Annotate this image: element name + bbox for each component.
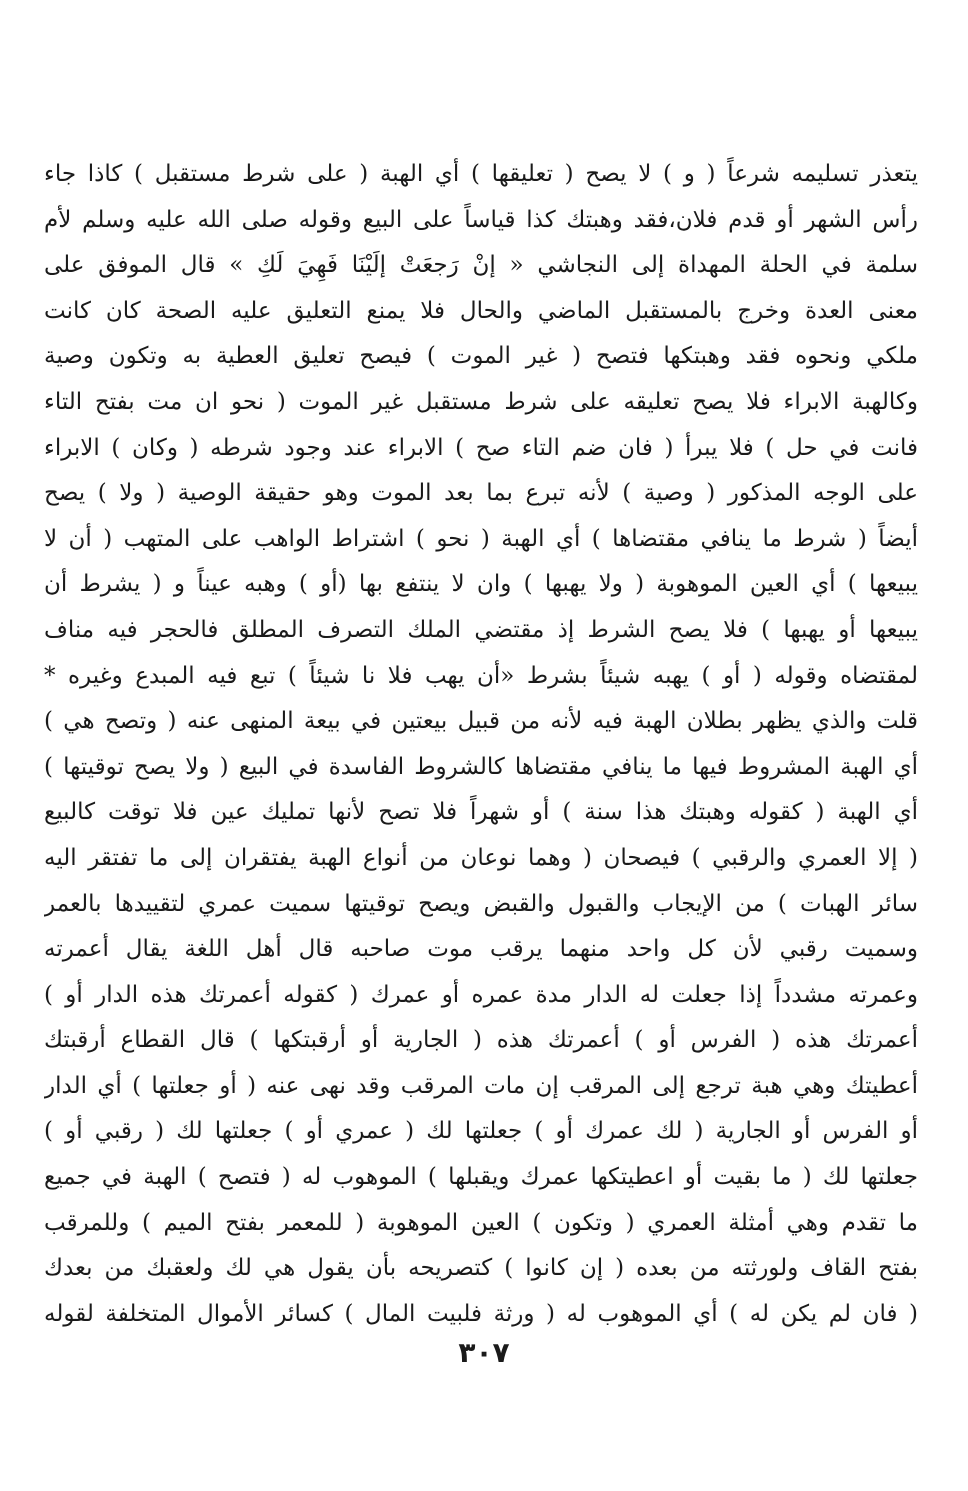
text-line: وسميت رقبي لأن كل واحد منهما يرقب موت صاحبه قال أهل اللغة يقال أعمرته	[44, 936, 918, 963]
text-line: على الوجه المذكور ( وصية ) لأنه تبرع بما بعد الموت وهو حقيقة الوصية ( ولا ) يصح	[44, 480, 918, 507]
text-line: لمقتضاه وقوله ( أو ) يهبه شيئاً بشرط «أن يهب فلا نا شيئاً ) تبع فيه المبدع وغيره *	[44, 662, 918, 689]
text-line: أي الهبة المشروط فيها ما ينافي مقتضاها كالشروط الفاسدة في البيع ( ولا يصح توقيتها )	[44, 753, 918, 780]
text-line: ما تقدم وهي أمثلة العمري ( وتكون ) العين الموهوبة ( للمعمر بفتح الميم ) وللمرقب	[44, 1209, 918, 1236]
body-text	[44, 152, 918, 1337]
text-line: يتعذر تسليمه شرعاً ( و ) لا يصح ( تعليقها ) أي الهبة ( على شرط مستقبل ) كاذا جاء	[44, 161, 918, 187]
text-line: ( إلا العمري والرقبي ) فيصحان ( وهما نوعان من أنواع الهبة يفتقران إلى ما تفتقر اليه	[44, 844, 918, 871]
text-line: جعلتها لك ( ما بقيت أو اعطيتكها عمرك ويقبلها ) الموهوب له ( فتصح ) الهبة في جميع	[44, 1164, 918, 1191]
text-line: بفتح القاف ولورثته من بعده ( إن كانوا ) كتصريحه بأن يقول هي لك ولعقبك من بعدك	[44, 1255, 918, 1282]
text-line: أيضاً ( شرط ما ينافي مقتضاها ) أي الهبة ( نحو ) اشتراط الواهب على المتهب ( أن لا	[44, 525, 918, 552]
text-line: سائر الهبات ) من الإيجاب والقبول والقبض ويصح توقيتها سميت عمري لتقييدها بالعمر	[44, 890, 918, 917]
text-line: فانت في حل ) فلا يبرأ ( فان ضم التاء صح ) الابراء عند وجود شرطه ( وكان ) الابراء	[44, 434, 918, 461]
text-line: سلمة في الحلة المهداة إلى النجاشي « إنْ رَجعَتْ إلَيْنَا فَهِيَ لَكِ » قال الموفق على	[44, 252, 918, 279]
text-line: أو الفرس أو الجارية ( لك عمرك أو ) جعلتها لك ( عمري أو ) جعلتها لك ( رقبي أو )	[44, 1118, 918, 1145]
text-line: قلت والذي يظهر بطلان الهبة فيه لأنه من قبيل بيعتين في بيعة المنهى عنه ( وتصح هي )	[44, 708, 918, 735]
text-line: يبيعها ) أي العين الموهوبة ( ولا يهبها ) وان لا ينتفع بها (أو ) وهبه عيناً و ( يشرط أن	[44, 571, 918, 598]
text-line: أي الهبة ( كقوله وهبتك هذا سنة ) أو شهراً فلا تصح لأنها تمليك عين فلا توقت كالبيع	[44, 799, 918, 826]
text-line: أعطيتك وهي هبة ترجع إلى المرقب إن مات المرقب وقد نهى عنه ( أو جعلتها ) أي الدار	[44, 1072, 918, 1099]
text-line: وكالهبة الابراء فلا يصح تعليقه على شرط مستقبل غير الموت ( نحو ان مت بفتح التاء	[44, 388, 918, 415]
text-line: ملكي ونحوه فقد وهبتكها فتصح ( غير الموت ) فيصح تعليق العطية به وتكون وصية	[44, 343, 918, 370]
text-line: وعمرته مشدداً إذا جعلت له الدار مدة عمره أو عمرك ( كقوله أعمرتك هذه الدار أو )	[44, 981, 918, 1008]
text-line: ( فان لم يكن له ) أي الموهوب له ( ورثة فلبيت المال ) كسائر الأموال المتخلفة لقوله	[44, 1300, 918, 1327]
text-line: معنى العدة وخرج بالمستقبل الماضي والحال فلا يمنع التعليق عليه الصحة كان كانت	[44, 297, 918, 324]
page-number: ٣٠٧	[458, 1336, 510, 1369]
text-line: أعمرتك هذه ( الفرس أو ) أعمرتك هذه ( الجارية أو أرقبتكها ) قال القطاع أرقبتك	[44, 1027, 918, 1054]
text-line: يبيعها أو يهبها ) فلا يصح الشرط إذ مقتضي الملك التصرف المطلق فالحجر فيه مناف	[44, 616, 918, 643]
text-line: رأس الشهر أو قدم فلان،فقد وهبتك كذا قياساً على البيع وقوله صلى الله عليه وسلم لأم	[44, 206, 918, 233]
